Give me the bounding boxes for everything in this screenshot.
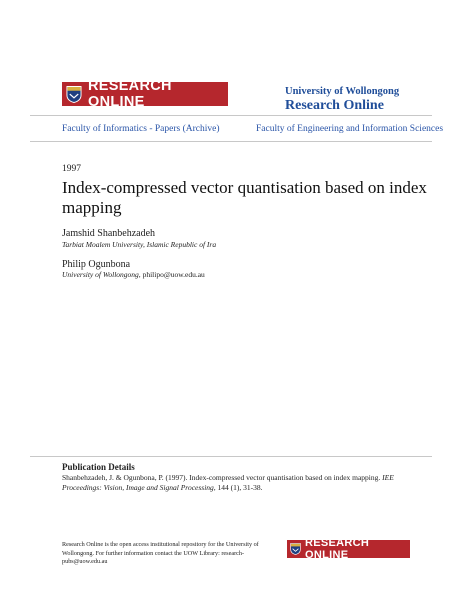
citation-journal: IEE Proceedings: Vision, Image and Signal Processing, (62, 473, 394, 492)
university-block (285, 86, 399, 114)
author-email[interactable]: philipo@uow.edu.au (142, 270, 205, 279)
publication-year: 1997 (62, 164, 81, 174)
paper-title: Index-compressed vector quantisation based on index mapping (62, 178, 427, 217)
author-name: Philip Ogunbona (62, 259, 131, 270)
university-name[interactable]: University of Wollongong (285, 86, 400, 97)
logo-text: RESEARCH ONLINE (305, 537, 370, 561)
logo-text: RESEARCH ONLINE (87, 78, 172, 110)
divider-series (30, 141, 432, 142)
uow-crest-icon (66, 85, 82, 104)
citation-tail: 144 (1), 31-38. (215, 483, 263, 492)
citation-lead: Shanbehzadeh, J. & Ogunbona, P. (1997). Index-compressed vector quantisation based on index mapping. (62, 473, 383, 482)
repository-footer-text: Research Online is the open access institutional repository for the University of Wollongong. For further information contact the UOW Library: research-pubs@uow.edu.au (62, 541, 259, 565)
divider-publication (30, 456, 432, 457)
author-affiliation (62, 240, 216, 249)
repository-name[interactable]: Research Online (285, 98, 384, 113)
author-affiliation (62, 270, 205, 279)
publication-details-heading: Publication Details (62, 462, 135, 472)
author-name: Jamshid Shanbehzadeh (62, 228, 156, 239)
publication-citation (62, 473, 422, 493)
research-online-logo[interactable] (62, 78, 228, 110)
series-link-informatics[interactable]: Faculty of Informatics - Papers (Archive) (62, 124, 220, 134)
divider-top (30, 115, 432, 116)
research-online-footer-logo[interactable] (287, 537, 410, 561)
uow-crest-icon (290, 542, 301, 556)
series-link-engineering[interactable]: Faculty of Engineering and Information Sciences (256, 124, 444, 134)
affiliation-text: Tarbiat Moalem University, Islamic Republic of Ira (62, 240, 217, 249)
affiliation-text: University of Wollongong, (62, 270, 141, 279)
